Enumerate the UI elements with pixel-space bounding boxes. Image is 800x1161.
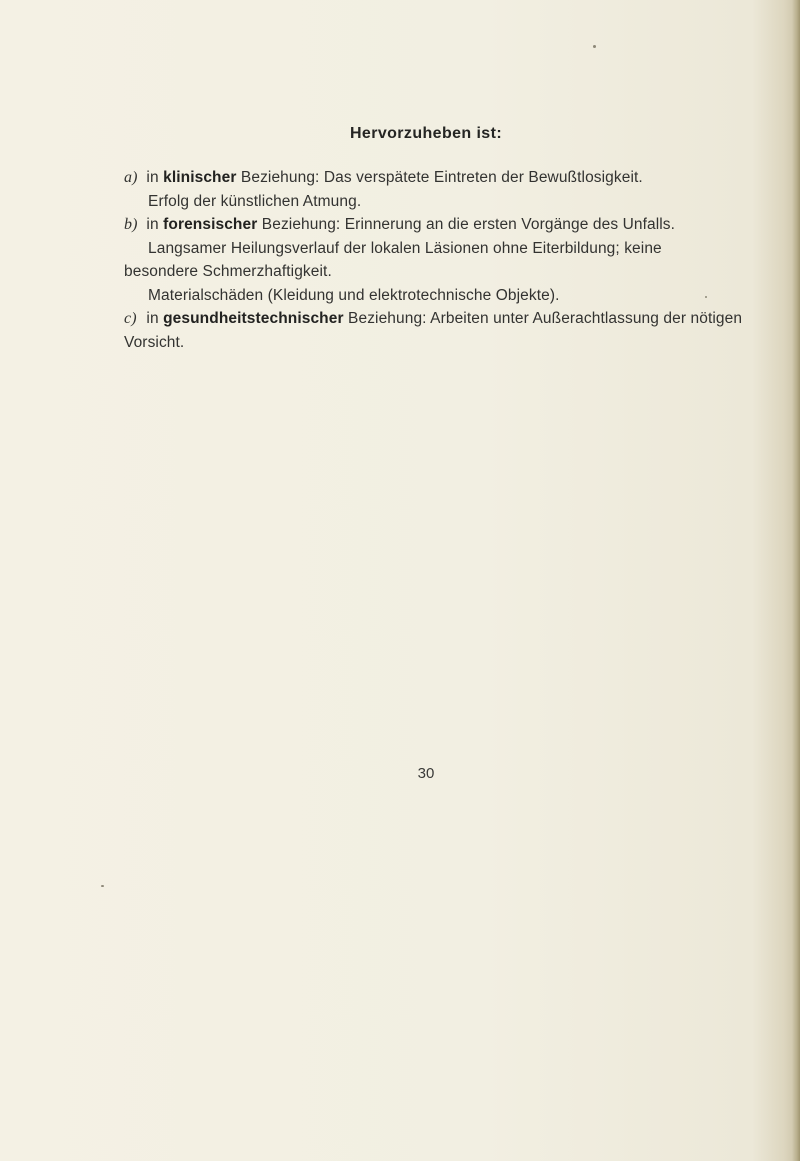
page-heading: Hervorzuheben ist: bbox=[349, 125, 503, 142]
list-marker: b) bbox=[124, 216, 138, 233]
item-continuation: Erfolg der künstlichen Atmung. bbox=[148, 192, 362, 210]
item-text: Beziehung: Erinnerung an die ersten Vorgänge des Unfalls. bbox=[261, 216, 676, 233]
list-marker: a) bbox=[124, 169, 138, 186]
list-marker: c) bbox=[124, 310, 137, 327]
page-number: 30 bbox=[417, 765, 435, 782]
page-edge bbox=[792, 0, 800, 1161]
list-item-first-line bbox=[124, 166, 740, 190]
list-item-clinical bbox=[124, 166, 740, 213]
item-continuation: Vorsicht. bbox=[124, 333, 185, 351]
list-item-health-technical bbox=[124, 307, 743, 354]
paper-speck bbox=[705, 296, 707, 298]
item-prefix: in bbox=[146, 169, 159, 186]
list-item-first-line bbox=[124, 213, 740, 237]
item-continuation: besondere Schmerzhaftigkeit. bbox=[124, 263, 332, 280]
item-prefix: in bbox=[146, 216, 159, 233]
item-text: Beziehung: Das verspätete Eintreten der Bewußtlosigkeit. bbox=[240, 169, 643, 186]
item-keyword: gesundheitstechnischer bbox=[163, 310, 344, 327]
paper-speck bbox=[593, 45, 596, 48]
item-keyword: klinischer bbox=[163, 169, 237, 186]
paper-speck bbox=[101, 885, 104, 887]
item-keyword: forensischer bbox=[163, 216, 258, 233]
item-continuation: Langsamer Heilungsverlauf der lokalen Läsionen ohne Eiterbildung; keine bbox=[148, 239, 662, 257]
item-prefix: in bbox=[146, 310, 159, 327]
list-item-forensic bbox=[124, 213, 740, 307]
list-item-first-line bbox=[124, 307, 743, 331]
item-text: Beziehung: Arbeiten unter Außerachtlassung der nötigen bbox=[348, 310, 743, 327]
item-continuation: Materialschäden (Kleidung und elektrotechnische Objekte). bbox=[148, 286, 560, 304]
